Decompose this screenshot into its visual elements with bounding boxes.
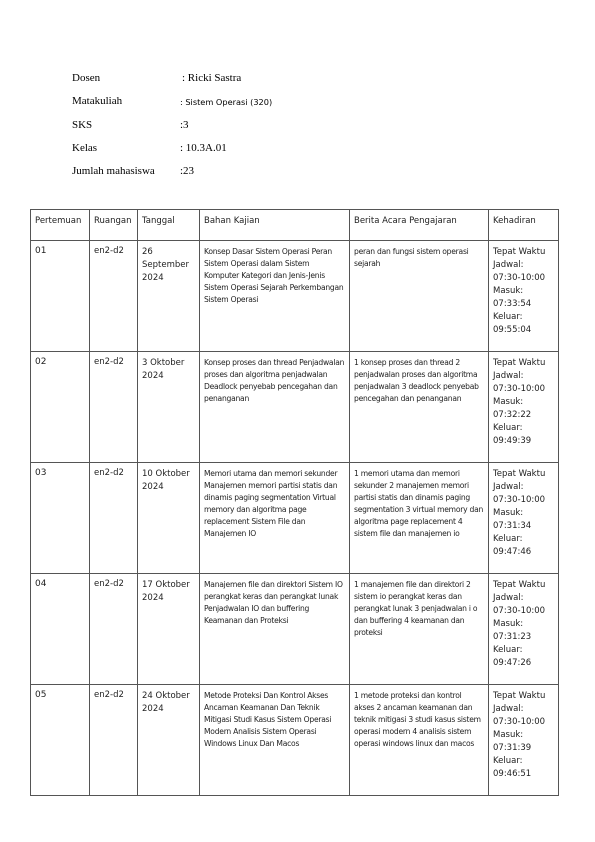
dosen-value: : Ricki Sastra [182, 72, 242, 84]
hadir-masuk-label: Masuk: [493, 286, 524, 296]
hadir-keluar-label: Keluar: [493, 534, 523, 544]
hadir-masuk-label: Masuk: [493, 508, 524, 518]
hadir-jadwal-label: Jadwal: [493, 593, 524, 603]
cell-berita-acara: peran dan fungsi sistem operasi sejarah [350, 241, 489, 352]
header-bahan-kajian: Bahan Kajian [200, 210, 350, 241]
cell-tanggal: 3 Oktober 2024 [138, 352, 200, 463]
hadir-masuk: 07:31:39 [493, 743, 532, 753]
cell-pertemuan: 05 [31, 685, 90, 796]
hadir-status: Tepat Waktu [493, 580, 546, 590]
hadir-status: Tepat Waktu [493, 358, 546, 368]
hadir-jadwal-label: Jadwal: [493, 371, 524, 381]
table-row [31, 352, 559, 463]
cell-tanggal: 24 Oktober 2024 [138, 685, 200, 796]
cell-pertemuan: 03 [31, 463, 90, 574]
hadir-status: Tepat Waktu [493, 469, 546, 479]
header-ruangan: Ruangan [90, 210, 138, 241]
cell-bahan-kajian: Memori utama dan memori sekunder Manajemen memori partisi statis dan dinamis paging segmentation Virtual memory dan algoritma page replacement Sistem File dan Manajemen IO [200, 463, 350, 574]
cell-tanggal: 26 September 2024 [138, 241, 200, 352]
hadir-masuk-label: Masuk: [493, 730, 524, 740]
cell-berita-acara: 1 memori utama dan memori sekunder 2 manajemen memori partisi statis dan dinamis paging segmentation 3 virtual memory dan algoritma page replacement 4 sistem file dan manajemen io [350, 463, 489, 574]
table-row [31, 685, 559, 796]
kelas-label: Kelas [72, 141, 98, 154]
sks-value: :3 [180, 118, 189, 131]
header-tanggal: Tanggal [138, 210, 200, 241]
cell-pertemuan: 01 [31, 241, 90, 352]
cell-bahan-kajian: Konsep proses dan thread Penjadwalan proses dan algoritma penjadwalan Deadlock penyebab pencegahan dan penanganan [200, 352, 350, 463]
matakuliah-value: : Sistem Operasi (320) [180, 97, 273, 108]
table-header-row [31, 210, 559, 241]
cell-bahan-kajian: Manajemen file dan direktori Sistem IO perangkat keras dan perangkat lunak Penjadwalan IO dan buffering Keamanan dan Proteksi [200, 574, 350, 685]
hadir-jadwal: 07:30-10:00 [493, 273, 546, 283]
cell-ruangan: en2-d2 [90, 241, 138, 352]
table-row [31, 463, 559, 574]
cell-berita-acara: 1 manajemen file dan direktori 2 sistem io perangkat keras dan perangkat lunak 3 penjadwalan i o dan buffering 4 keamanan dan proteksi [350, 574, 489, 685]
hadir-jadwal: 07:30-10:00 [493, 717, 546, 727]
hadir-masuk: 07:32:22 [493, 410, 532, 420]
header-berita-acara: Berita Acara Pengajaran [350, 210, 489, 241]
cell-pertemuan: 02 [31, 352, 90, 463]
hadir-keluar-label: Keluar: [493, 423, 523, 433]
hadir-masuk-label: Masuk: [493, 397, 524, 407]
kelas-value: : 10.3A.01 [180, 141, 227, 154]
cell-ruangan: en2-d2 [90, 574, 138, 685]
hadir-keluar: 09:47:26 [493, 658, 532, 668]
hadir-jadwal-label: Jadwal: [493, 260, 524, 270]
cell-berita-acara: 1 konsep proses dan thread 2 penjadwalan proses dan algoritma penjadwalan 3 deadlock penyebab pencegahan dan penanganan [350, 352, 489, 463]
cell-ruangan: en2-d2 [90, 463, 138, 574]
hadir-keluar-label: Keluar: [493, 756, 523, 766]
hadir-masuk: 07:31:23 [493, 632, 532, 642]
hadir-status: Tepat Waktu [493, 691, 546, 701]
hadir-keluar: 09:55:04 [493, 325, 532, 335]
hadir-keluar: 09:46:51 [493, 769, 532, 779]
hadir-jadwal: 07:30-10:00 [493, 384, 546, 394]
hadir-keluar: 09:49:39 [493, 436, 532, 446]
hadir-keluar: 09:47:46 [493, 547, 532, 557]
jumlah-value: :23 [180, 165, 195, 178]
header-kehadiran: Kehadiran [489, 210, 559, 241]
hadir-jadwal-label: Jadwal: [493, 482, 524, 492]
cell-kehadiran [489, 352, 559, 463]
cell-bahan-kajian: Konsep Dasar Sistem Operasi Peran Sistem Operasi dalam Sistem Komputer Kategori dan Jenis-Jenis Sistem Operasi Sejarah Perkembangan Sistem Operasi [200, 241, 350, 352]
table-row [31, 241, 559, 352]
attendance-table [30, 209, 559, 796]
matakuliah-label: Matakuliah [72, 95, 123, 108]
cell-kehadiran [489, 463, 559, 574]
header-pertemuan: Pertemuan [31, 210, 90, 241]
hadir-status: Tepat Waktu [493, 247, 546, 257]
hadir-jadwal-label: Jadwal: [493, 704, 524, 714]
cell-kehadiran [489, 574, 559, 685]
hadir-keluar-label: Keluar: [493, 645, 523, 655]
cell-kehadiran [489, 241, 559, 352]
cell-tanggal: 17 Oktober 2024 [138, 574, 200, 685]
sks-label: SKS [72, 118, 93, 131]
cell-tanggal: 10 Oktober 2024 [138, 463, 200, 574]
jumlah-label: Jumlah mahasiswa [72, 165, 155, 178]
cell-berita-acara: 1 metode proteksi dan kontrol akses 2 ancaman keamanan dan teknik mitigasi 3 studi kasus sistem operasi modern 4 analisis sistem operasi windows linux dan macos [350, 685, 489, 796]
hadir-jadwal: 07:30-10:00 [493, 606, 546, 616]
hadir-masuk: 07:33:54 [493, 299, 532, 309]
cell-bahan-kajian: Metode Proteksi Dan Kontrol Akses Ancaman Keamanan Dan Teknik Mitigasi Studi Kasus Sistem Operasi Modern Analisis Sistem Operasi Windows Linux Dan Macos [200, 685, 350, 796]
hadir-masuk-label: Masuk: [493, 619, 524, 629]
hadir-masuk: 07:31:34 [493, 521, 532, 531]
cell-ruangan: en2-d2 [90, 685, 138, 796]
table-row [31, 574, 559, 685]
cell-kehadiran [489, 685, 559, 796]
hadir-jadwal: 07:30-10:00 [493, 495, 546, 505]
dosen-label: Dosen [72, 72, 101, 84]
cell-pertemuan: 04 [31, 574, 90, 685]
cell-ruangan: en2-d2 [90, 352, 138, 463]
hadir-keluar-label: Keluar: [493, 312, 523, 322]
